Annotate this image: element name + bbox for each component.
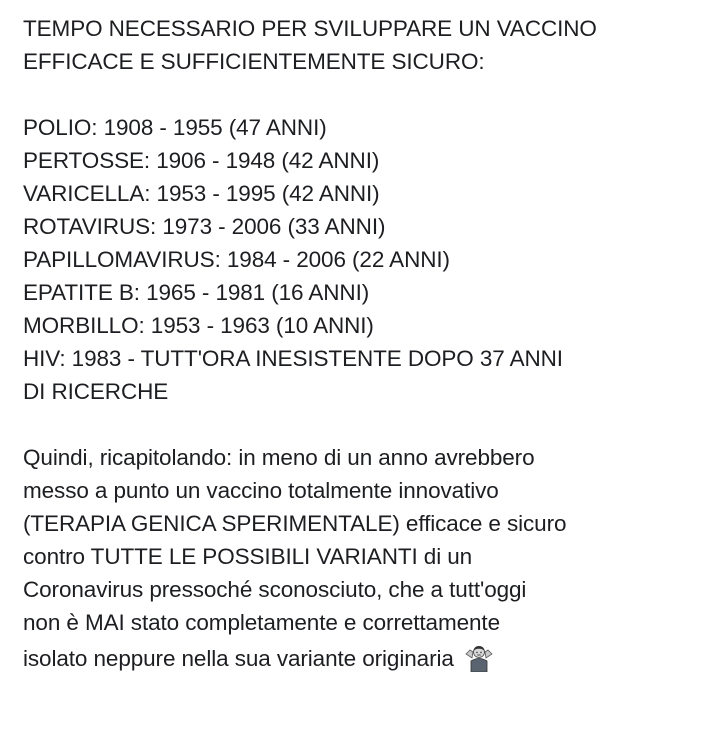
vaccine-polio: POLIO: 1908 - 1955 (47 ANNI): [23, 115, 327, 140]
person-shrugging-icon: [464, 644, 494, 672]
paragraph-gap: [23, 78, 713, 111]
heading-line-1: TEMPO NECESSARIO PER SVILUPPARE UN VACCINO: [23, 16, 597, 41]
vaccine-hiv: HIV: 1983 - TUTT'ORA INESISTENTE DOPO 37 ANNI: [23, 346, 563, 371]
vaccine-hiv-continued: DI RICERCHE: [23, 379, 169, 404]
vaccine-rotavirus: ROTAVIRUS: 1973 - 2006 (33 ANNI): [23, 214, 386, 239]
conclusion-line-4: contro TUTTE LE POSSIBILI VARIANTI di un: [23, 544, 473, 569]
paragraph-gap: [23, 408, 713, 441]
post-text: [23, 12, 713, 675]
vaccine-varicella: VARICELLA: 1953 - 1995 (42 ANNI): [23, 181, 380, 206]
conclusion-line-5: Coronavirus pressoché sconosciuto, che a tutt'oggi: [23, 577, 527, 602]
vaccine-pertosse: PERTOSSE: 1906 - 1948 (42 ANNI): [23, 148, 380, 173]
conclusion-line-3: (TERAPIA GENICA SPERIMENTALE) efficace e sicuro: [23, 511, 567, 536]
vaccine-morbillo: MORBILLO: 1953 - 1963 (10 ANNI): [23, 313, 374, 338]
vaccine-epatite-b: EPATITE B: 1965 - 1981 (16 ANNI): [23, 280, 370, 305]
conclusion-line-6: non è MAI stato completamente e correttamente: [23, 610, 500, 635]
conclusion-line-2: messo a punto un vaccino totalmente innovativo: [23, 478, 499, 503]
conclusion-line-7: [23, 642, 713, 675]
vaccine-papillomavirus: PAPILLOMAVIRUS: 1984 - 2006 (22 ANNI): [23, 247, 450, 272]
conclusion-line-7-text: isolato neppure nella sua variante originaria: [23, 646, 454, 671]
conclusion-line-1: Quindi, ricapitolando: in meno di un anno avrebbero: [23, 445, 535, 470]
heading-line-2: EFFICACE E SUFFICIENTEMENTE SICURO:: [23, 49, 485, 74]
